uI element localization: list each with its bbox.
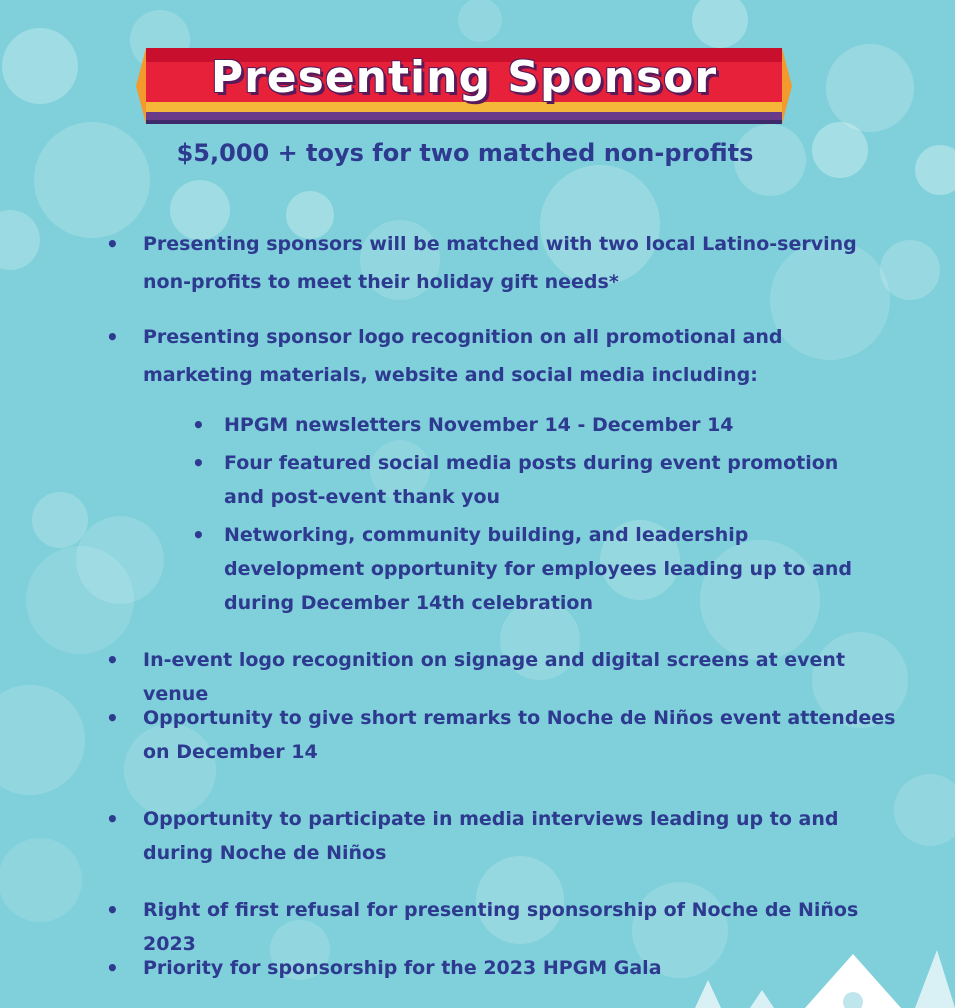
sub-benefit-text: Networking, community building, and leadership development opportunity for employees leading up to and during December 14th celebration xyxy=(224,524,852,614)
benefit-text: Priority for sponsorship for the 2023 HPGM Gala xyxy=(143,957,662,979)
bullet: • xyxy=(192,451,205,475)
benefit-item xyxy=(106,701,896,769)
benefit-item xyxy=(106,802,896,870)
bullet: • xyxy=(192,523,205,547)
benefit-text: Opportunity to give short remarks to Noche de Niños event attendees on December 14 xyxy=(143,707,896,763)
bullet: • xyxy=(106,648,119,672)
benefit-item xyxy=(106,225,896,301)
sub-benefit-text: Four featured social media posts during event promotion and post-event thank you xyxy=(224,452,839,508)
sub-benefit-item xyxy=(192,518,882,620)
benefit-text: Presenting sponsor logo recognition on all promotional and marketing materials, website and social media including: xyxy=(143,326,783,386)
tree-icon xyxy=(915,950,955,1008)
benefit-text: In-event logo recognition on signage and digital screens at event venue xyxy=(143,649,846,705)
bullet: • xyxy=(106,807,119,831)
bullet: • xyxy=(192,413,205,437)
tree-icon xyxy=(695,980,721,1008)
sub-benefit-text: HPGM newsletters November 14 - December 14 xyxy=(224,414,734,436)
benefit-item xyxy=(106,318,896,394)
sub-benefit-item xyxy=(192,446,882,514)
sponsorship-price: $5,000 + toys for two matched non-profits xyxy=(176,139,754,167)
sub-benefit-item xyxy=(192,408,882,442)
snowy-village-illustration xyxy=(670,940,955,1008)
bullet: • xyxy=(106,956,119,980)
benefit-text: Presenting sponsors will be matched with two local Latino-serving non-profits to meet their holiday gift needs* xyxy=(143,233,857,293)
bullet: • xyxy=(106,232,119,256)
bullet: • xyxy=(106,706,119,730)
banner xyxy=(136,42,792,128)
bullet: • xyxy=(106,325,119,349)
banner-title: Presenting Sponsor xyxy=(210,52,718,103)
bullet: • xyxy=(106,898,119,922)
benefit-text: Opportunity to participate in media interviews leading up to and during Noche de Niños xyxy=(143,808,839,864)
benefit-text: Right of first refusal for presenting sponsorship of Noche de Niños 2023 xyxy=(143,899,859,955)
tree-icon xyxy=(750,990,774,1008)
